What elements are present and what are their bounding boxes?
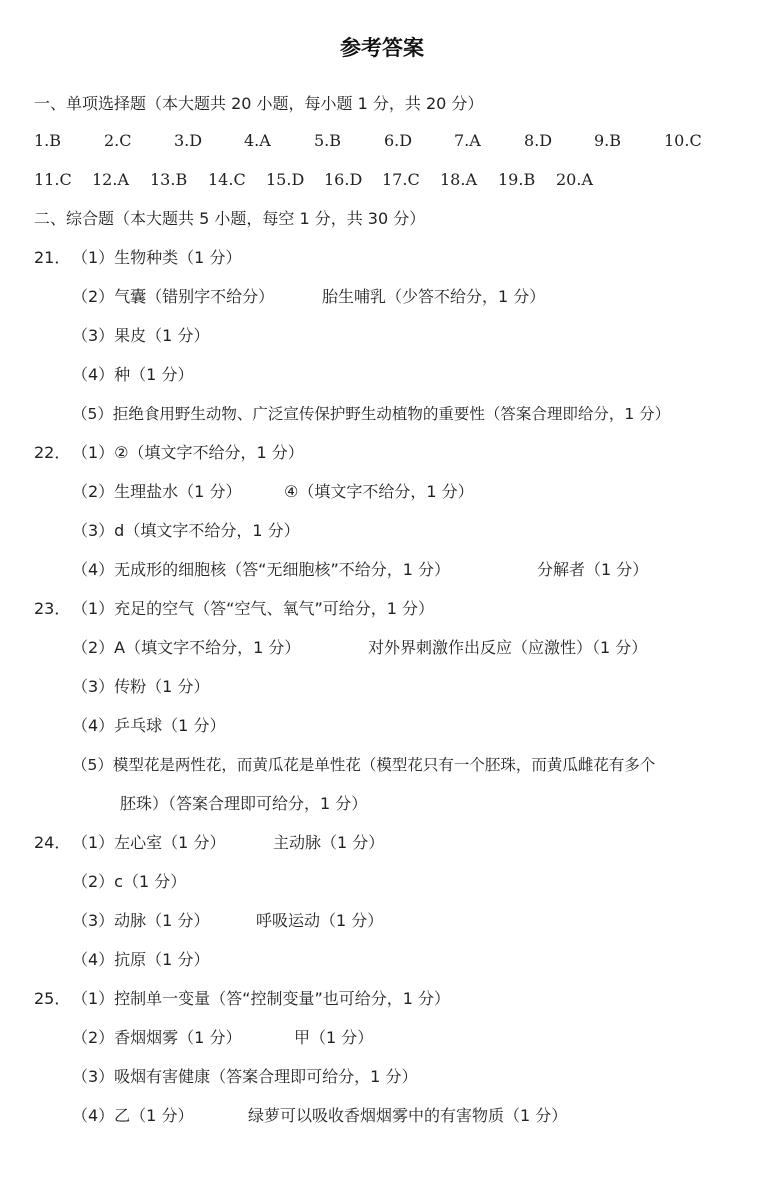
answer-line: （2）气囊（错别字不给分） xyxy=(72,287,275,306)
choice-answer: 13.B xyxy=(150,170,188,189)
choice-answer: 12.A xyxy=(92,170,129,189)
answer-line: （5）模型花是两性花，而黄瓜花是单性花（模型花只有一个胚珠，而黄瓜雌花有多个 xyxy=(72,756,656,774)
answer-line: 胚珠）（答案合理即可给分，1 分） xyxy=(120,794,368,813)
choice-answer: 1.B xyxy=(34,131,62,150)
choice-answer: 14.C xyxy=(208,170,246,189)
choice-answer: 4.A xyxy=(244,131,271,150)
answer-line: 对外界刺激作出反应（应激性）（1 分） xyxy=(368,638,648,657)
question-number: 24． xyxy=(34,833,71,852)
answer-line: （3）传粉（1 分） xyxy=(72,677,210,696)
choice-answer: 18.A xyxy=(440,170,477,189)
answer-line: 胎生哺乳（少答不给分，1 分） xyxy=(322,287,546,306)
question-number: 22． xyxy=(34,443,71,462)
answer-line: （4）乙（1 分） xyxy=(72,1106,194,1125)
answer-line: 绿萝可以吸收香烟烟雾中的有害物质（1 分） xyxy=(248,1106,568,1125)
choice-answer: 2.C xyxy=(104,131,132,150)
choice-answer: 16.D xyxy=(324,170,363,189)
choice-answer: 11.C xyxy=(34,170,72,189)
answer-line: （3）d（填文字不给分，1 分） xyxy=(72,521,300,540)
answer-line: （1）②（填文字不给分，1 分） xyxy=(72,443,304,462)
answer-line: ④（填文字不给分，1 分） xyxy=(284,482,474,501)
answer-line: （2）c（1 分） xyxy=(72,872,187,891)
question-number: 25． xyxy=(34,989,71,1008)
answer-line: （2）香烟烟雾（1 分） xyxy=(72,1028,242,1047)
answer-line: （4）乒乓球（1 分） xyxy=(72,716,226,735)
answer-line: （1）生物种类（1 分） xyxy=(72,248,242,267)
choice-answer: 3.D xyxy=(174,131,203,150)
answer-line: （2）A（填文字不给分，1 分） xyxy=(72,638,301,657)
answer-line: 主动脉（1 分） xyxy=(273,833,385,852)
answer-line: 呼吸运动（1 分） xyxy=(256,911,384,930)
answer-line: （4）抗原（1 分） xyxy=(72,950,210,969)
answer-line: 甲（1 分） xyxy=(294,1028,374,1047)
choice-answer: 17.C xyxy=(382,170,420,189)
choice-answer: 5.B xyxy=(314,131,342,150)
answer-line: （3）动脉（1 分） xyxy=(72,911,210,930)
answer-line: （1）控制单一变量（答“控制变量”也可给分，1 分） xyxy=(72,989,451,1008)
section1-heading: 一、单项选择题（本大题共 20 小题，每小题 1 分，共 20 分） xyxy=(34,94,484,113)
choice-answer: 6.D xyxy=(384,131,413,150)
answer-line: （3）果皮（1 分） xyxy=(72,326,210,345)
answer-line: （4）无成形的细胞核（答“无细胞核”不给分，1 分） xyxy=(72,560,451,579)
choice-answers-row-2 xyxy=(34,170,593,189)
choice-answer: 7.A xyxy=(454,131,481,150)
answer-line: 分解者（1 分） xyxy=(537,560,649,579)
choice-answer: 10.C xyxy=(664,131,702,150)
answer-line: （3）吸烟有害健康（答案合理即可给分，1 分） xyxy=(72,1067,418,1086)
choice-answer: 20.A xyxy=(556,170,593,189)
answer-line: （2）生理盐水（1 分） xyxy=(72,482,242,501)
choice-answers-row-1 xyxy=(34,131,702,150)
question-number: 23． xyxy=(34,599,71,618)
question-number: 21． xyxy=(34,248,71,267)
choice-answer: 9.B xyxy=(594,131,622,150)
page-title: 参考答案 xyxy=(340,36,424,60)
answer-line: （1）左心室（1 分） xyxy=(72,833,226,852)
answer-line: （1）充足的空气（答“空气、氧气”可给分，1 分） xyxy=(72,599,435,618)
section2-heading: 二、综合题（本大题共 5 小题，每空 1 分，共 30 分） xyxy=(34,209,426,228)
choice-answer: 8.D xyxy=(524,131,553,150)
choice-answer: 15.D xyxy=(266,170,305,189)
answer-line: （5）拒绝食用野生动物、广泛宣传保护野生动植物的重要性（答案合理即给分，1 分） xyxy=(72,405,671,423)
choice-answer: 19.B xyxy=(498,170,536,189)
answer-line: （4）种（1 分） xyxy=(72,365,194,384)
